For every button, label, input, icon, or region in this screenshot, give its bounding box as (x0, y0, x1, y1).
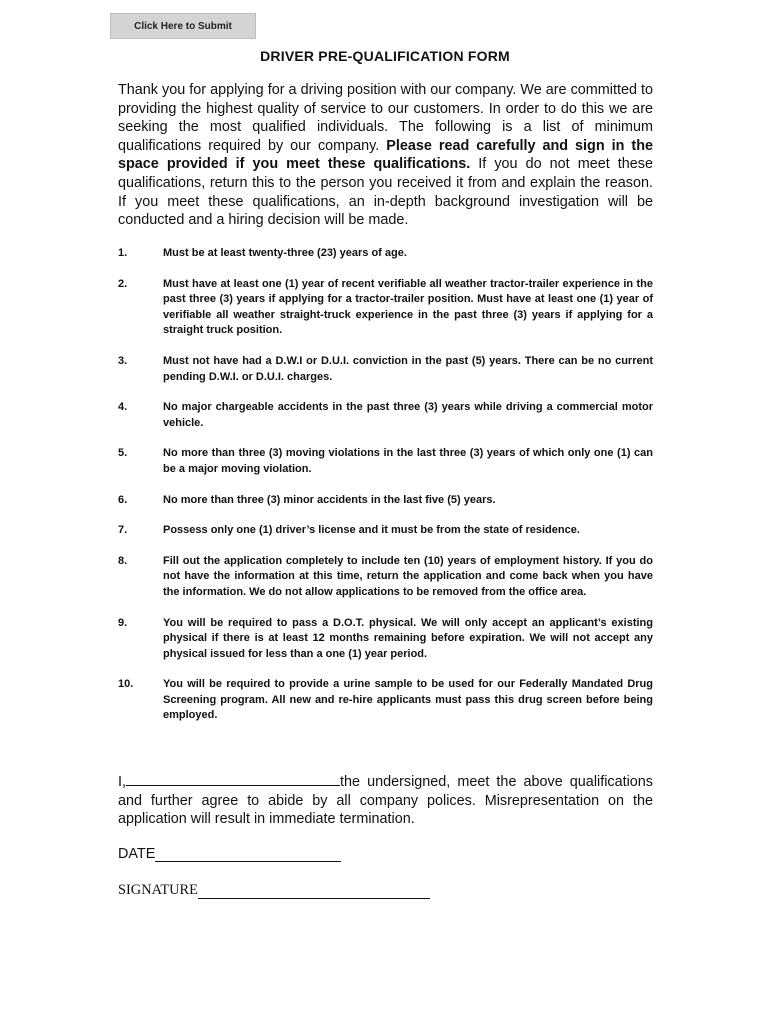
requirement-text: Fill out the application completely to include ten (10) years of employment history. If you do not have the information at this time, return the application and come back when you have the information. We do not allow applications to be removed from the office area. (163, 554, 653, 598)
requirement-number: 7. (118, 524, 128, 537)
signature-row (118, 882, 430, 899)
requirement-text: Must not have had a D.W.I or D.U.I. conviction in the past (5) years. There can be no current pending D.W.I. or D.U.I. charges. (163, 354, 653, 383)
undersigned-text: the undersigned, meet the above qualifications and further agree to abide by all company polices. Misrepresentation on the application will result in immediate termination. (118, 774, 653, 828)
requirement-number: 3. (118, 354, 128, 367)
requirement-item (118, 277, 653, 339)
form-title: DRIVER PRE-QUALIFICATION FORM (260, 48, 510, 64)
requirement-text: Must be at least twenty-three (23) years of age. (163, 247, 407, 259)
signature-label: SIGNATURE (118, 882, 198, 898)
requirement-number: 10. (118, 678, 134, 691)
requirement-number: 1. (118, 247, 128, 259)
undersigned-prefix: I, (118, 774, 126, 790)
requirement-text: No more than three (3) moving violations in the last three (3) years of which only one (1) can be a major moving violation. (163, 447, 653, 475)
requirement-item (118, 677, 653, 724)
requirement-text: Possess only one (1) driver’s license and it must be from the state of residence. (163, 524, 580, 537)
requirement-number: 2. (118, 277, 128, 290)
intro-bold-instruction: Please read carefully and sign in the space provided if you meet these qualifications. (118, 137, 654, 173)
signature-field[interactable] (198, 884, 430, 899)
requirement-item (118, 616, 653, 663)
requirement-item (118, 446, 653, 477)
date-label: DATE (118, 846, 156, 862)
name-field[interactable] (126, 773, 340, 786)
submit-button[interactable]: Click Here to Submit (110, 13, 256, 39)
requirement-item (118, 400, 653, 431)
requirement-number: 5. (118, 447, 128, 460)
requirement-text: You will be required to pass a D.O.T. physical. We will only accept an applicant’s existing physical if there is at least 12 months remaining before expiration. We will not accept any physical issued for less than a one (1) year period. (163, 616, 653, 660)
requirement-item (118, 493, 653, 509)
intro-text-2: If you do not meet these qualifications, return this to the person you received it from and explain the reason. If you meet these qualifications, an in-depth background investigation will be conducted and a hiring decision will be made. (118, 156, 653, 229)
requirement-text: Must have at least one (1) year of recent verifiable all weather tractor-trailer experience in the past three (3) years if applying for a tractor-trailer position. Must have at least one (1) year of verifiable all weather straight-truck experience in the past three (3) years if applying for a straight truck position. (163, 277, 653, 337)
intro-paragraph (118, 81, 653, 230)
requirement-item (118, 246, 653, 262)
date-row (118, 846, 341, 862)
requirement-number: 9. (118, 616, 128, 629)
requirement-item (118, 354, 653, 385)
undersigned-statement (118, 773, 653, 829)
intro-text-1: Thank you for applying for a driving position with our company. We are committed to providing the highest quality of service to our customers. In order to do this we are seeking the most qualified individuals. The following is a list of minimum qualifications required by our company. (118, 82, 653, 154)
requirement-text: No more than three (3) minor accidents in the last five (5) years. (163, 493, 496, 506)
requirement-number: 6. (118, 493, 128, 506)
requirement-item (118, 523, 653, 539)
requirement-item (118, 554, 653, 601)
date-field[interactable] (155, 847, 341, 862)
requirements-list (118, 246, 653, 739)
requirement-text: No major chargeable accidents in the past three (3) years while driving a commercial motor vehicle. (163, 401, 653, 429)
requirement-number: 8. (118, 554, 128, 567)
requirement-text: You will be required to provide a urine sample to be used for our Federally Mandated Drug Screening program. All new and re-hire applicants must pass this drug screen before being employed. (163, 678, 653, 722)
requirement-number: 4. (118, 401, 128, 414)
